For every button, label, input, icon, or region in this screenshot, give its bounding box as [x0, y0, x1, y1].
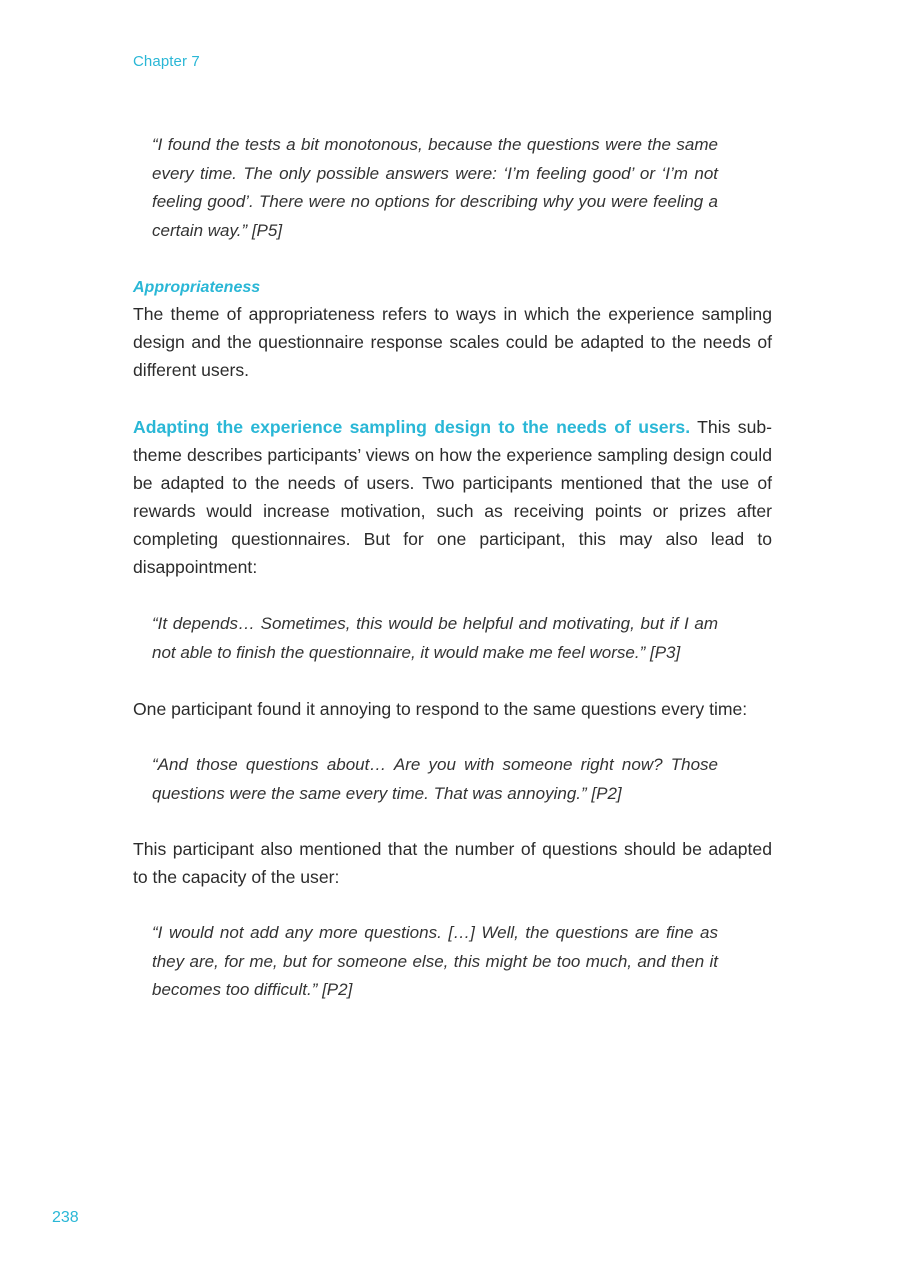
paragraph-capacity: This participant also mentioned that the number of questions should be adapted to the capacity of the user:	[133, 839, 772, 887]
section-heading-appropriateness: Appropriateness	[133, 279, 261, 296]
paragraph-annoying: One participant found it annoying to respond to the same questions every time:	[133, 699, 748, 719]
subtheme-text: This sub-theme describes participants’ views on how the experience sampling design could be adapted to the needs of users. Two participants mentioned that the use of rewards would increase motivation, such as receiving points or prizes after completing questionnaires. But for one participant, this may also lead to disappointment:	[133, 417, 772, 577]
quote-p5: “I found the tests a bit monotonous, because the questions were the same every time. The only possible answers were: ‘I’m feeling good’ or ‘I’m not feeling good’. There were no options for describing why you were feeling a certain way.” [P5]	[152, 135, 718, 240]
page-number: 238	[52, 1209, 79, 1226]
paragraph-subtheme	[133, 413, 772, 581]
subtheme-heading: Adapting the experience sampling design to the needs of users.	[133, 417, 691, 437]
quote-p3: “It depends… Sometimes, this would be helpful and motivating, but if I am not able to finish the questionnaire, it would make me feel worse.” [P3]	[152, 614, 718, 662]
paragraph-appropriateness-intro: The theme of appropriateness refers to ways in which the experience sampling design and the questionnaire response scales could be adapted to the needs of different users.	[133, 304, 772, 380]
page-content	[133, 131, 772, 1005]
quote-p2-annoying: “And those questions about… Are you with someone right now? Those questions were the same every time. That was annoying.” [P2]	[152, 755, 718, 803]
quote-p2-capacity: “I would not add any more questions. […] Well, the questions are fine as they are, for me, but for someone else, this might be too much, and then it becomes too difficult.” [P2]	[152, 923, 718, 999]
chapter-header: Chapter 7	[133, 53, 200, 70]
